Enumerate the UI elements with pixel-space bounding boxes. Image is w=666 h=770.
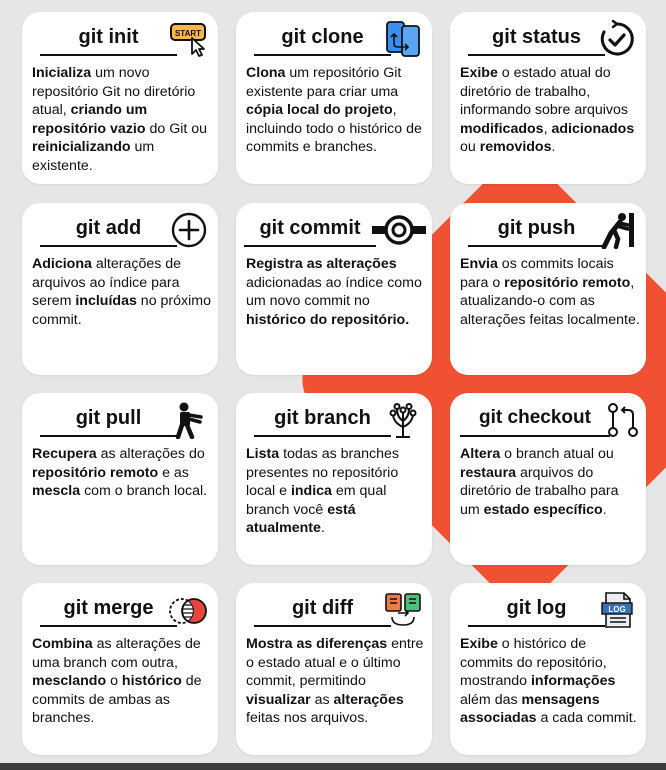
description-segment: mesclando (32, 673, 107, 689)
card-title: git init (40, 20, 177, 56)
description-segment: alterações (333, 691, 404, 708)
description-segment: o branch atual ou (500, 446, 614, 462)
card-title: git log (468, 591, 605, 627)
checkout-arrows-icon (604, 401, 642, 439)
description-segment: Registra as alterações (246, 256, 397, 272)
description-segment: . (320, 520, 325, 536)
description-segment: todas as branches presentes no repositório local e (246, 446, 400, 499)
description-segment: restaura (460, 464, 516, 481)
description-segment: as alterações do (96, 446, 205, 462)
phone-copy-icon (384, 20, 422, 58)
card-title: git merge (40, 591, 177, 627)
icon-text: LOG (608, 605, 626, 614)
card-git-log (450, 583, 646, 755)
card-git-add (22, 203, 218, 375)
description-segment: um existente. (32, 139, 155, 174)
card-description (32, 445, 214, 501)
description-segment: reinicializando (32, 139, 131, 155)
description-segment: o estado atual do diretório de trabalho, informando sobre arquivos (460, 65, 628, 118)
card-description (460, 445, 642, 519)
description-segment: , incluindo todo o histórico de commits e branches. (246, 102, 422, 155)
description-segment: o (106, 673, 122, 689)
description-segment: , (543, 120, 552, 137)
description-segment: os commits locais para o (460, 256, 614, 291)
description-segment: modificados (460, 120, 544, 137)
card-description (32, 255, 214, 329)
description-segment: entre o estado atual e o último commit, permitindo (246, 636, 424, 689)
card-description (246, 445, 428, 538)
card-description (32, 635, 214, 728)
start-cursor-icon (170, 20, 208, 58)
description-segment: no próximo commit. (32, 293, 211, 328)
description-segment: um novo repositório Git no diretório atual, (32, 65, 196, 118)
description-segment: incluídas (75, 293, 137, 309)
description-segment: adicionadas ao índice como um novo commit no (246, 274, 422, 309)
description-segment: Adiciona (32, 256, 92, 272)
description-segment: . (551, 139, 556, 155)
description-segment: Exibe (460, 636, 498, 652)
description-segment: criando um repositório vazio (32, 102, 148, 137)
card-description (32, 64, 214, 175)
card-title: git branch (254, 401, 391, 437)
card-git-init (22, 12, 218, 184)
description-segment: repositório remoto (504, 274, 631, 291)
card-git-push (450, 203, 646, 375)
card-title: git clone (254, 20, 391, 56)
card-title: git commit (244, 211, 376, 247)
description-segment: feitas nos arquivos. (246, 710, 369, 726)
branch-tree-icon (384, 401, 422, 439)
description-segment: estado específico (483, 501, 603, 518)
description-segment: em qual branch você (246, 483, 387, 518)
description-segment: informações (530, 673, 616, 689)
description-segment: Inicializa (32, 65, 92, 81)
description-segment: as (310, 691, 334, 708)
description-segment: Combina (32, 636, 93, 652)
description-segment: Mostra as diferenças (246, 636, 388, 652)
description-segment: visualizar (246, 691, 311, 708)
description-segment: Clona (246, 65, 286, 81)
plus-circle-icon (170, 211, 208, 249)
log-file-icon (598, 591, 636, 629)
card-title: git push (468, 211, 605, 247)
description-segment: Altera (460, 446, 501, 462)
description-segment: o histórico de commits do repositório, mostrando (460, 636, 607, 689)
description-segment: do Git ou (145, 120, 208, 137)
pulling-person-icon (170, 401, 208, 439)
card-git-merge (22, 583, 218, 755)
description-segment: repositório remoto (32, 464, 159, 481)
status-check-icon (598, 20, 636, 58)
card-description (246, 635, 428, 728)
card-title: git diff (254, 591, 391, 627)
description-segment: arquivos do diretório de trabalho para um (460, 464, 619, 518)
description-segment: histórico do repositório. (246, 311, 410, 328)
description-segment: além das (460, 691, 522, 708)
description-segment: Recupera (32, 446, 97, 462)
description-segment: , atualizando-o com as alterações feitas localmente. (460, 274, 640, 328)
description-segment: alterações de arquivos ao índice para serem (32, 256, 182, 309)
card-description (460, 255, 642, 329)
description-segment: indica (290, 483, 332, 499)
description-segment: a cada commit. (536, 710, 637, 726)
description-segment: mensagens associadas (460, 691, 600, 726)
icon-text: START (174, 29, 202, 38)
description-segment: Lista (246, 446, 280, 462)
card-title: git pull (40, 401, 177, 437)
card-git-status (450, 12, 646, 184)
description-segment: está atualmente (246, 501, 356, 536)
description-segment: mescla (32, 483, 81, 499)
description-segment: ou (460, 139, 480, 155)
card-title: git status (468, 20, 605, 56)
pushing-person-icon (598, 211, 636, 249)
description-segment: Exibe (460, 65, 498, 81)
description-segment: um repositório Git existente para criar uma (246, 65, 402, 100)
card-git-pull (22, 393, 218, 565)
merge-circles-icon (166, 591, 210, 629)
card-description (460, 635, 642, 728)
card-title: git checkout (460, 401, 610, 437)
diff-compare-icon (384, 591, 422, 629)
card-git-diff (236, 583, 432, 755)
description-segment: . (602, 501, 607, 518)
card-git-branch (236, 393, 432, 565)
description-segment: cópia local do projeto (246, 102, 393, 118)
description-segment: as alterações de uma branch com outra, (32, 636, 201, 671)
description-segment: de commits de ambas as branches. (32, 673, 202, 726)
card-description (460, 64, 642, 157)
description-segment: removidos (479, 139, 552, 155)
description-segment: histórico (121, 673, 182, 689)
description-segment: e as (158, 464, 189, 481)
card-description (246, 255, 428, 329)
card-git-checkout (450, 393, 646, 565)
commit-icon (370, 211, 428, 249)
description-segment: Envia (460, 256, 498, 272)
bottom-bar (0, 763, 666, 770)
description-segment: adicionados (551, 120, 635, 137)
card-git-commit (236, 203, 432, 375)
card-title: git add (40, 211, 177, 247)
card-git-clone (236, 12, 432, 184)
description-segment: com o branch local. (80, 483, 208, 499)
card-description (246, 64, 428, 157)
